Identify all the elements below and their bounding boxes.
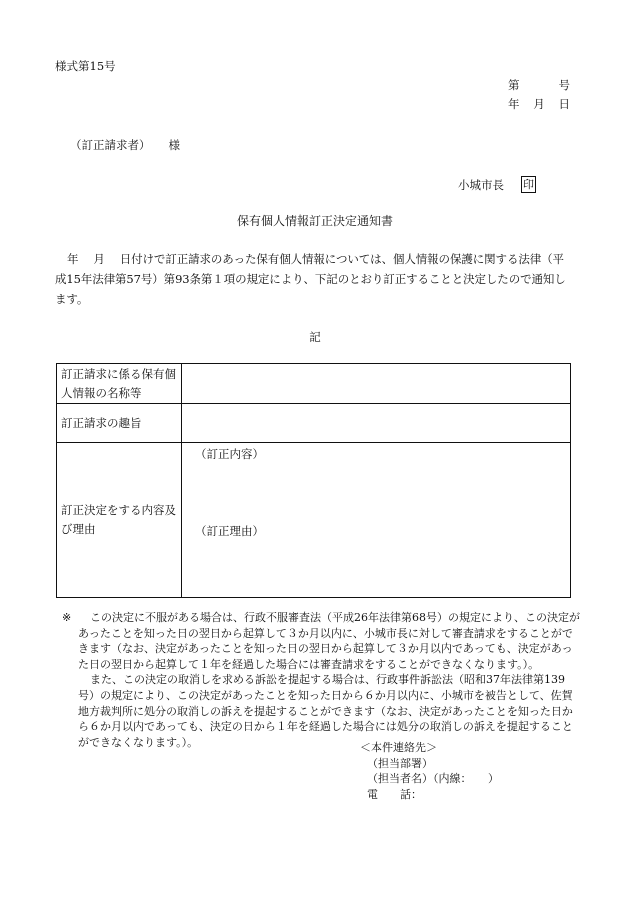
recipient-honorific: 様 — [168, 138, 180, 152]
date-month: 月 — [533, 97, 545, 111]
contact-heading: ＜本件連絡先＞ — [360, 741, 437, 754]
note-mark: ※ — [62, 611, 72, 624]
correction-content-label: （訂正内容） — [195, 447, 264, 461]
recipient-name: （訂正請求者） — [70, 138, 151, 152]
row3-value — [182, 443, 570, 597]
date-line — [508, 96, 570, 112]
form-number: 様式第15号 — [55, 59, 116, 73]
row1-value — [182, 364, 570, 403]
seal-mark: 印 — [523, 178, 534, 191]
ki-heading: 記 — [309, 330, 321, 344]
row3-label: 訂正決定をする内容及び理由 — [57, 443, 182, 597]
note-paragraph-1: この決定に不服がある場合は、行政不服審査法（平成26年法律第68号）の規定により、この決定があったことを知った日の翌日から起算して３か月以内に、小城市長に対して審査請求をすることができます（なお、決定があったことを知った日の翌日から起算して３か月以内であっても、決定があった日の翌日から起算して１年を経過した場合には審査請求をすることができなくなります。）。 — [78, 611, 580, 671]
contact-person: （担当者名）（内線： ） — [367, 772, 499, 785]
correction-reason-label: （訂正理由） — [195, 524, 264, 538]
issuer — [458, 176, 536, 193]
number-prefix: 第 — [508, 78, 520, 92]
contact-block — [360, 740, 499, 802]
date-day: 日 — [558, 97, 570, 111]
issuer-title: 小城市長 — [458, 177, 504, 192]
row2-value — [182, 404, 570, 442]
decision-table — [56, 363, 571, 598]
document-number-line — [508, 77, 570, 93]
contact-phone: 電 話： — [367, 787, 422, 801]
note-paragraph-2: また、この決定の取消しを求める訴訟を提起する場合は、行政事件訴訟法（昭和37年法律第139号）の規定により、この決定があったことを知った日から６か月以内に、小城市を被告として、佐賀地方裁判所に処分の取消しの訴えを提起することができます（なお、決定があったことを知った日から６か月以内であっても、決定の日から１年を経過した場合には処分の取消しの訴えを提起することができなくなります。）。 — [78, 673, 573, 749]
appeal-note — [62, 610, 580, 750]
row2-label: 訂正請求の趣旨 — [57, 404, 182, 442]
note-text — [78, 610, 580, 750]
table-row — [57, 443, 570, 597]
table-row — [57, 364, 570, 404]
recipient — [70, 137, 180, 153]
date-year: 年 — [508, 97, 520, 111]
document-title: 保有個人情報訂正決定通知書 — [236, 214, 393, 228]
number-suffix: 号 — [558, 78, 570, 92]
body-text: 年 月 日付けで訂正請求のあった保有個人情報については、個人情報の保護に関する法律（平成15年法律第57号）第93条第１項の規定により、下記のとおり訂正することと決定したので通知します。 — [55, 252, 566, 306]
table-row — [57, 404, 570, 443]
row1-label: 訂正請求に係る保有個人情報の名称等 — [57, 364, 182, 403]
contact-department: （担当部署） — [367, 756, 433, 770]
